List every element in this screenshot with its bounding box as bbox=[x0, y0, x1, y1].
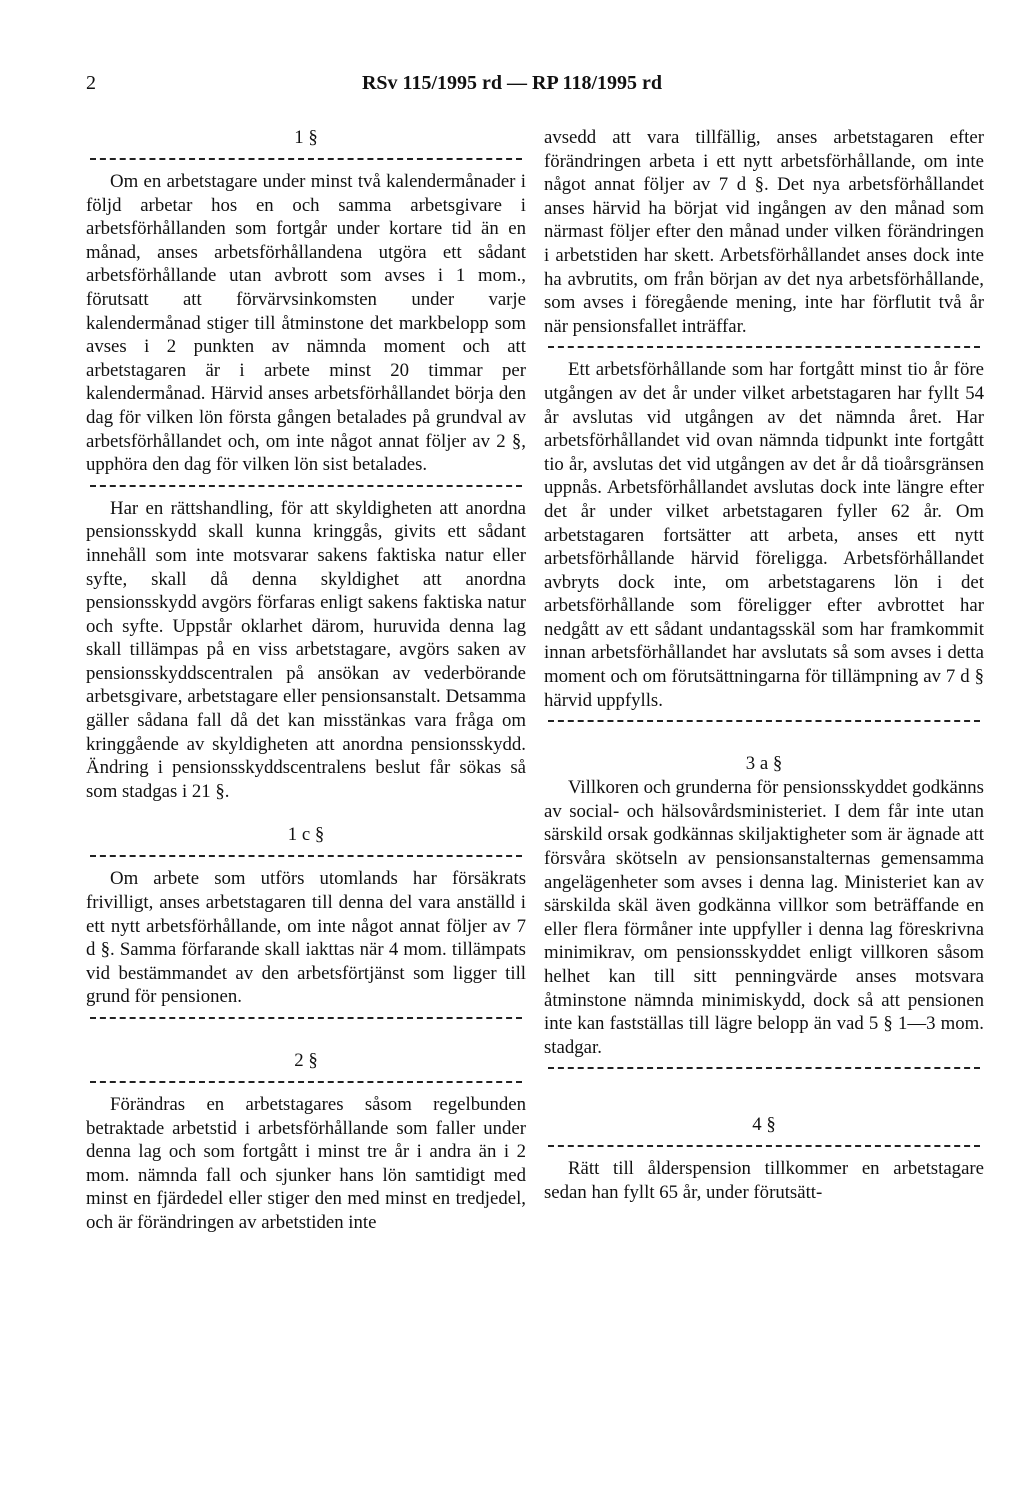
omission-separator bbox=[90, 855, 522, 857]
paragraph: Har en rättshandling, för att skyldigheten att anordna pensionsskydd skall kunna kringgås, givits ett sådant innehåll som inte motsvarar sakens faktiska natur eller syfte, skall då denna skyldighet att anordna pensionsskydd avgörs förfaras enligt sakens faktiska natur och syfte. Uppstår oklarhet därom, huruvida denna lag skall tillämpas på en viss arbetstagare, avgörs saken av pensionsskyddscentralen på ansökan av vederbörande arbetsgivare, arbetstagare eller pensionsanstalt. Detsamma gäller sådana fall då det kan misstänkas vara fråga om kringgående av skyldigheten att anordna pensionsskydd. Ändring i pensionsskyddscentralens beslut får sökas så som stadgas i 21 §. bbox=[86, 497, 526, 802]
paragraph-continued: avsedd att vara tillfällig, anses arbetstagaren efter förändringen arbeta i ett nytt arbetsförhållande, om inte något annat följer av 7 d §. Det nya arbetsförhållandet anses härvid ha börjat vid ingången av den månad som närmast följer efter den månad under vilken förändringen i arbetstiden har skett. Arbetsförhållandet anses dock inte ha avbrutits, om från början av det nya arbetsförhållande, som avses i föregående mening, inte har förflutit två år när pensionsfallet inträffar. bbox=[544, 127, 984, 337]
paragraph: Rätt till ålderspension tillkommer en arbetstagare sedan han fyllt 65 år, under förutsätt- bbox=[544, 1158, 984, 1203]
left-column bbox=[86, 126, 526, 1235]
omission-separator bbox=[548, 1067, 980, 1069]
omission-separator bbox=[548, 720, 980, 722]
running-head: RSv 115/1995 rd — RP 118/1995 rd bbox=[361, 72, 663, 94]
right-column bbox=[544, 126, 984, 1205]
section-heading-1c: 1 c § bbox=[287, 824, 325, 846]
page-number: 2 bbox=[86, 72, 96, 94]
paragraph: Villkoren och grunderna för pensionsskyddet godkänns av social- och hälsovårdsministeriet. I dem får inte utan särskild orsak godkännas skiljaktigheter som är ägnade att försvåra skötseln av pensionsanstalternas gemensamma angelägenheter som avses i denna lag. Ministeriet kan av särskilda skäl även godkänna villkor som beträffande en eller flera förmåner inte uppfyller i denna lag föreskrivna minimikrav, om pensionsskyddet enligt villkoren såsom helhet kan till sitt penningvärde anses motsvara åtminstone nämnda minimiskydd, dock så att pensionen inte kan fastställas till lägre belopp än vad 5 § 1—3 mom. stadgar. bbox=[544, 777, 984, 1058]
section-heading-2: 2 § bbox=[294, 1050, 318, 1071]
paragraph: Om arbete som utförs utomlands har försäkrats frivilligt, anses arbetstagaren till denna del vara anställd i ett nytt arbetsförhållande, om inte något annat följer av 7 d §. Samma förfarande skall iakttas när 4 mom. tillämpats vid bestämmandet av den arbetsförtjänst som ligger till grund för pensionen. bbox=[86, 868, 526, 1008]
section-heading-3a: 3 a § bbox=[745, 753, 783, 775]
omission-separator bbox=[548, 1145, 980, 1147]
paragraph: Förändras en arbetstagares såsom regelbunden betraktade arbetstid i arbetsförhållande som faller under denna lag och som fortgått i minst tre år i andra än i 2 mom. nämnda fall och sjunker hans lön samtidigt med minst en fjärdedel eller stiger den med minst en tredjedel, och är förändringen av arbetstiden inte bbox=[86, 1094, 526, 1233]
page-header bbox=[0, 72, 1024, 102]
omission-separator bbox=[548, 346, 980, 348]
omission-separator bbox=[90, 158, 522, 160]
paragraph: Ett arbetsförhållande som har fortgått minst tio år före utgången av det år under vilket arbetstagaren har fyllt 54 år avslutas vid utgången av det nämnda året. Har arbetsförhållandet vid ovan nämnda tidpunkt inte fortgått tio år, avslutas det vid utgången av det år då tioårsgränsen uppnås. Arbetsförhållandet avslutas dock inte längre efter det år under vilket arbetstagaren fyller 62 år. Om arbetstagaren fortsätter att arbeta, anses ett nytt arbetsförhållande härvid föreligga. Arbetsförhållandet avbryts dock inte, om arbetstagarens lön i det arbetsförhållande som föreligger efter avbrottet har nedgått av ett sådant undantagsskäl som har framkommit innan arbetsförhållandet har avslutats så som avses i detta moment och om förutsättningarna för tillämpning av 7 d § härvid uppfylls. bbox=[544, 359, 984, 711]
omission-separator bbox=[90, 1017, 522, 1019]
paragraph: Om en arbetstagare under minst två kalendermånader i följd arbetar hos en och samma arbetsgivare i arbetsförhållanden som fortgår under kortare tid än en månad, anses arbetsförhållandena utgöra ett sådant arbetsförhållande utan avbrott som avses i 1 mom., förutsatt att förvärvsinkomsten under varje kalendermånad stiger till åtminstone det markbelopp som avses i 2 punkten av nämnda moment och att arbetstagaren är i arbete minst 20 timmar per kalendermånad. Härvid anses arbetsförhållandet börja den dag för vilken lön första gången betalades på grundval av arbetsförhållandet och, om inte något annat följer av 2 §, upphöra den dag för vilken lön sist betalades. bbox=[86, 171, 526, 476]
section-heading-4: 4 § bbox=[752, 1114, 776, 1136]
omission-separator bbox=[90, 485, 522, 487]
section-heading-1: 1 § bbox=[294, 127, 318, 148]
omission-separator bbox=[90, 1081, 522, 1083]
